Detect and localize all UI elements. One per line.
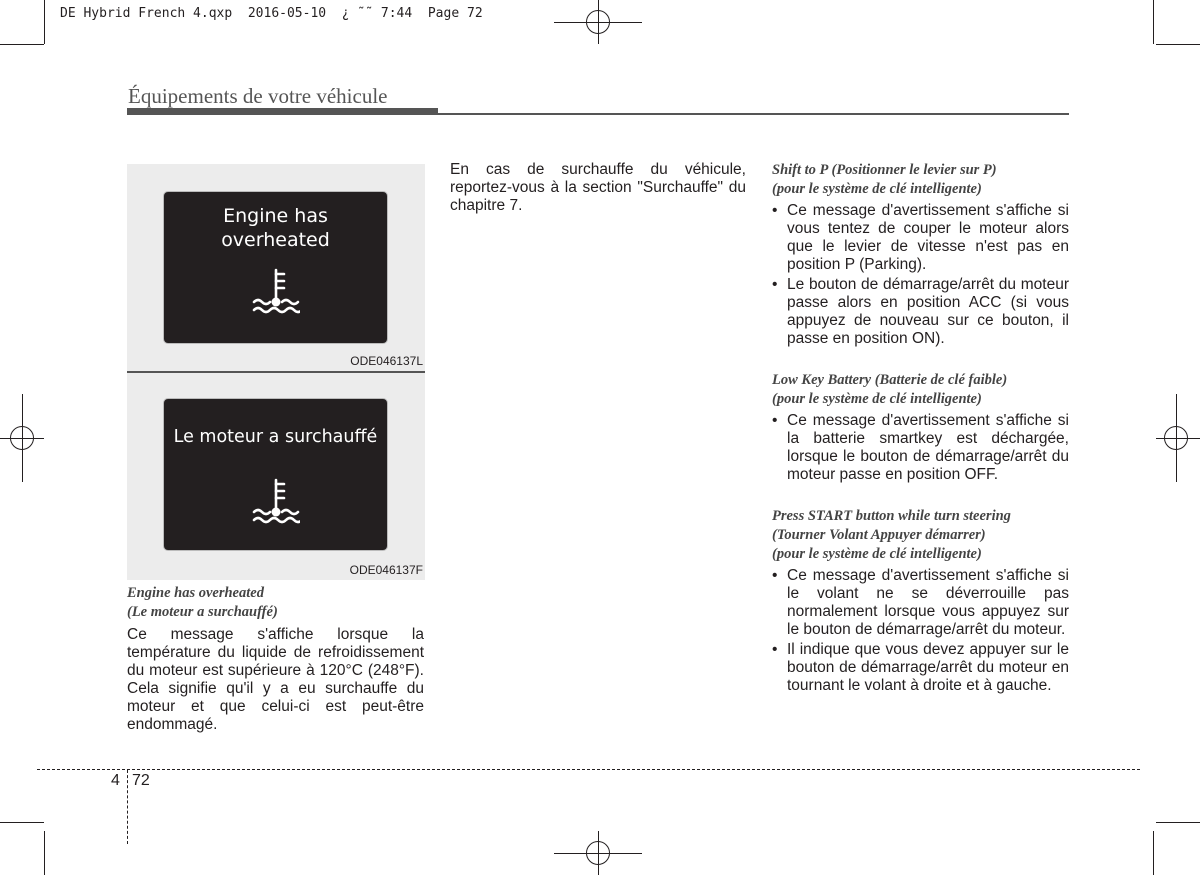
list-item: • Ce message d'avertissement s'affiche si vous tentez de couper le moteur alors que le levier de vitesse n'est pas en position P (Parking). xyxy=(772,202,1069,274)
section-title: Équipements de votre véhicule xyxy=(128,84,388,108)
list-item: • Ce message d'avertissement s'affiche si le volant ne se déverrouille pas normalement lorsque vous appuyez sur le bouton de démarrage/arrêt du moteur. xyxy=(772,567,1069,639)
coolant-temperature-warning-icon xyxy=(252,266,300,318)
chapter-number: 4 xyxy=(111,772,120,789)
section-heading-press-start: Press START button while turn steering (Tourner Volant Appuyer démarrer) (pour le système de clé intelligente) xyxy=(772,508,1011,562)
footer-divider xyxy=(127,770,128,844)
printer-slug: DE Hybrid French 4.qxp 2016-05-10 ¿ ˜˜ 7:44 Page 72 xyxy=(60,6,483,21)
title-underline-bar xyxy=(127,108,438,115)
display-message: Engine has overheated xyxy=(221,205,330,251)
list-item: • Le bouton de démarrage/arrêt du moteur passe alors en position ACC (si vous appuyez de nouveau sur ce bouton, il passe en position ON). xyxy=(772,276,1069,348)
list-item: • Ce message d'avertissement s'affiche si la batterie smartkey est déchargée, lorsque le bouton de démarrage/arrêt du moteur passe en position OFF. xyxy=(772,412,1069,484)
middle-paragraph: En cas de surchauffe du véhicule, reportez-vous à la section "Surchauffe" du chapitre 7. xyxy=(450,161,746,214)
page-number: 72 xyxy=(132,772,150,789)
list-item: • Il indique que vous devez appuyer sur le bouton de démarrage/arrêt du moteur en tournant le volant à droite et à gauche. xyxy=(772,641,1069,695)
figure-engine-overheated-fr xyxy=(127,373,425,580)
bullet-list xyxy=(772,202,1069,348)
figure-code: ODE046137F xyxy=(349,563,423,577)
bullet-list xyxy=(772,567,1069,695)
section-heading-shift-to-p: Shift to P (Positionner le levier sur P) (pour le système de clé intelligente) xyxy=(772,162,997,197)
figure-code: ODE046137L xyxy=(350,354,423,368)
figure-engine-overheated-en xyxy=(127,164,425,371)
right-column xyxy=(772,161,1069,697)
footer-rule xyxy=(37,769,1140,770)
coolant-temperature-warning-icon xyxy=(252,476,300,528)
cluster-display xyxy=(163,191,388,344)
section-heading-low-key-battery: Low Key Battery (Batterie de clé faible) (pour le système de clé intelligente) xyxy=(772,372,1008,407)
left-heading: Engine has overheated (Le moteur a surchauffé) xyxy=(127,585,278,620)
display-message: Le moteur a surchauffé xyxy=(173,427,378,447)
cluster-display xyxy=(163,398,388,551)
bullet-list xyxy=(772,412,1069,484)
title-underline-rule xyxy=(438,113,1069,115)
left-paragraph: Ce message s'affiche lorsque la température du liquide de refroidissement du moteur est supérieure à 120°C (248°F). Cela signifie qu'il y a eu surchauffe du moteur et que celui-ci est peut-être endommagé. xyxy=(127,626,424,733)
